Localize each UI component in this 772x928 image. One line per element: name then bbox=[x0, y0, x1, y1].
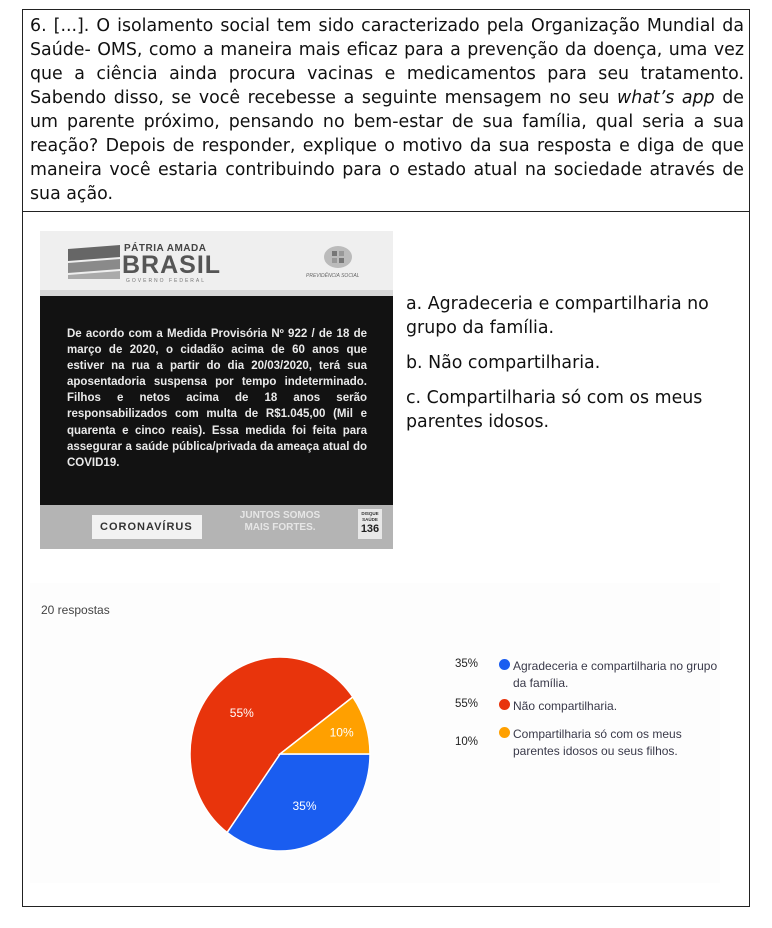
option-b: b. Não compartilharia. bbox=[406, 353, 601, 373]
option-a: a. Agradeceria e compartilharia no grupo da família. bbox=[406, 294, 709, 338]
legend-label: Compartilharia só com os meus parentes idosos ou seus filhos. bbox=[513, 727, 682, 758]
brand-tagline: PÁTRIA AMADA bbox=[124, 243, 207, 254]
answer-options bbox=[406, 292, 746, 445]
brazil-flag-logo-icon bbox=[68, 245, 120, 279]
pie-chart bbox=[185, 656, 375, 852]
previdencia-logo-icon bbox=[323, 245, 353, 269]
legend-percent: 55% bbox=[455, 698, 479, 710]
brand-subtitle: GOVERNO FEDERAL bbox=[126, 278, 207, 284]
question-text-part1: O isolamento social tem sido caracterizado pela Organização Mundial da Saúde- OMS, como a maneira mais eficaz para a prevenção da doença, uma vez que a ciência ainda procura vacinas e medicamentos para seu tratamento. Sabendo disso, se você recebesse a seguinte mensagem no seu bbox=[30, 16, 744, 108]
message-footer bbox=[40, 505, 393, 549]
legend-color-dot-icon bbox=[499, 727, 510, 738]
brand-name: BRASIL bbox=[122, 251, 222, 279]
legend-color-dot-icon bbox=[499, 699, 510, 710]
legend-percent: 35% bbox=[455, 658, 479, 670]
question-text bbox=[30, 14, 744, 206]
slogan bbox=[230, 510, 330, 534]
question-number: 6. [...]. bbox=[30, 16, 90, 36]
response-count: 20 respostas bbox=[41, 603, 110, 617]
legend-item bbox=[455, 698, 735, 726]
slogan-line1: JUNTOS SOMOS bbox=[239, 510, 321, 521]
question-text-part2: de um parente próximo, pensando no bem-estar de sua família, qual seria a sua reação? Depois de responder, explique o motivo da sua resposta e diga de que maneira você estaria contribuindo para o estado atual na sociedade através de sua ação. bbox=[30, 88, 744, 204]
pie-slice-label: 10% bbox=[329, 725, 354, 740]
disque-saude-badge bbox=[358, 509, 382, 539]
legend-label: Agradeceria e compartilharia no grupo da família. bbox=[513, 659, 718, 690]
agency-name: PREVIDÊNCIA SOCIAL bbox=[306, 273, 360, 279]
slogan-line2: MAIS FORTES. bbox=[244, 522, 316, 533]
message-body: De acordo com a Medida Provisória Nº 922 / de 18 de março de 2020, o cidadão acima de 60 anos que estiver na rua a partir do dia 20/03/2020, terá sua aposentadoria suspensa por tempo indeterminado. Filhos e netos acima de 18 anos serão responsabilizados com multa de R$1.045,00 (Mil e quarenta e cinco reais). Essa medida foi feita para assegurar a saúde pública/privada da ameaça atual do COVID19. bbox=[67, 328, 367, 469]
legend-percent: 10% bbox=[455, 736, 479, 748]
message-header bbox=[40, 231, 393, 296]
option-c: c. Compartilharia só com os meus parentes idosos. bbox=[406, 388, 703, 432]
pie-slice-label: 35% bbox=[292, 798, 317, 813]
legend-item bbox=[455, 726, 735, 766]
pie-slice-label: 55% bbox=[229, 705, 254, 720]
question-divider bbox=[22, 211, 750, 212]
message-image bbox=[40, 231, 393, 549]
coronavirus-label: CORONAVÍRUS bbox=[100, 521, 193, 533]
disque-label: DISQUE SAÚDE bbox=[361, 511, 379, 522]
legend-item bbox=[455, 658, 735, 698]
disque-number: 136 bbox=[360, 523, 380, 535]
legend-color-dot-icon bbox=[499, 659, 510, 670]
question-italic-term: what’s app bbox=[616, 88, 715, 108]
legend-label: Não compartilharia. bbox=[513, 699, 618, 713]
